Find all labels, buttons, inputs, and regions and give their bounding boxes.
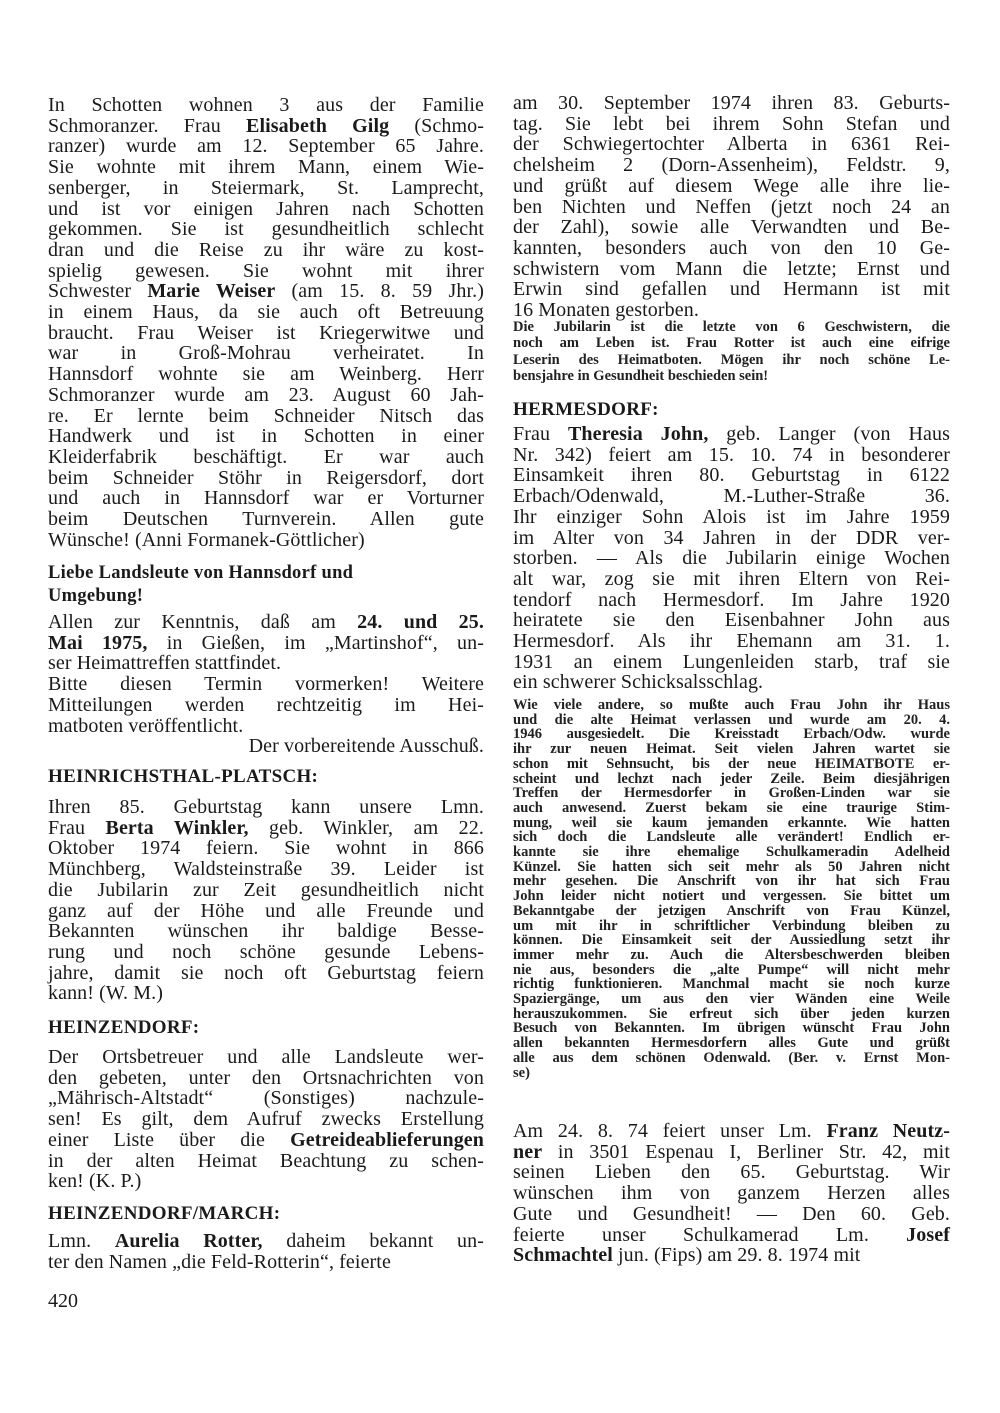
text-segment: braucht. Frau Weiser ist Kriegerwitwe und bbox=[48, 321, 484, 344]
text-segment: Allen zur Kenntnis, daß am bbox=[48, 611, 358, 633]
text-line bbox=[48, 633, 484, 654]
text-line bbox=[48, 240, 484, 261]
text-line bbox=[48, 674, 484, 695]
text-line bbox=[513, 279, 950, 300]
text-segment: dran und die Reise zu ihr wäre zu kost- bbox=[48, 238, 484, 261]
text-segment: Die Jubilarin ist die letzte von 6 Geschwistern, die bbox=[513, 319, 950, 335]
text-line bbox=[48, 983, 484, 1004]
text-line bbox=[48, 695, 484, 716]
text-line bbox=[48, 323, 484, 344]
page-number: 420 bbox=[48, 1290, 78, 1312]
text-line bbox=[48, 509, 484, 530]
bold-name: Berta Winkler, bbox=[105, 816, 249, 839]
bold-name: Aurelia Rotter, bbox=[114, 1230, 263, 1252]
text-line bbox=[513, 1036, 950, 1051]
text-segment: se) bbox=[513, 1064, 530, 1081]
text-segment: Sie wohnte mit ihrem Mann, einem Wie- bbox=[48, 156, 484, 179]
text-line bbox=[513, 889, 950, 904]
text-line bbox=[513, 1204, 950, 1225]
bold-name: Frau Künzel, bbox=[850, 902, 950, 919]
text-line bbox=[513, 352, 950, 368]
text-segment: Am 24. 8. 74 feiert unser Lm. bbox=[513, 1120, 827, 1142]
text-segment: HEINZENDORF/MARCH: bbox=[48, 1203, 281, 1224]
text-line bbox=[48, 562, 484, 585]
text-segment: Ihren 85. Geburtstag kann unsere Lmn. bbox=[48, 796, 484, 818]
text-segment: um mit ihr in schriftlicher Verbindung bleiben zu bbox=[513, 917, 950, 934]
text-line bbox=[513, 698, 950, 713]
text-line bbox=[48, 530, 484, 551]
text-line bbox=[513, 1121, 950, 1142]
text-segment: chelsheim 2 (Dorn-Assenheim), Feldstr. 9, bbox=[513, 154, 950, 177]
note-paragraph bbox=[513, 698, 950, 1080]
text-segment: Nr. 342) feiert am 15. 10. 74 in besonderer bbox=[513, 443, 950, 466]
text-segment: einer Liste über die bbox=[48, 1128, 291, 1151]
text-segment: Einsamkeit ihren 80. Geburtstag in 6122 bbox=[513, 464, 950, 487]
text-line bbox=[48, 838, 484, 859]
text-line bbox=[513, 1225, 950, 1246]
text-segment: ranzer) wurde am 12. September 65 Jahre. bbox=[48, 135, 484, 158]
text-segment: ser Heimattreffen stattfindet. bbox=[48, 652, 282, 675]
bold-name: 24. und 25. bbox=[357, 611, 484, 633]
text-line bbox=[48, 585, 484, 608]
section-heading bbox=[48, 1202, 484, 1225]
text-segment: der Schwiegertochter Alberta in 6361 Rei- bbox=[513, 133, 950, 156]
text-segment: Handwerk und ist in Schotten in einer bbox=[48, 425, 484, 448]
text-segment: und die alte Heimat verlassen und wurde am 20. 4. bbox=[513, 711, 950, 728]
text-segment: Der vorbereitende Ausschuß. bbox=[248, 735, 484, 758]
text-segment: am 30. September 1974 ihren 83. Geburts- bbox=[513, 92, 950, 114]
text-segment: Frau bbox=[513, 423, 568, 445]
text-line bbox=[48, 426, 484, 447]
text-segment: mung, weil sie kaum jemanden erkannte. Wie hatten bbox=[513, 814, 950, 831]
text-line bbox=[48, 880, 484, 901]
text-segment: Besuch von Bekannten. Im übrigen wünscht Frau John bbox=[513, 1020, 950, 1037]
text-segment: mehr gesehen. Die Anschrift von ihr hat sich Frau bbox=[513, 873, 950, 890]
text-line bbox=[513, 742, 950, 757]
text-segment: Schmoranzer wurde am 23. August 60 Jah- bbox=[48, 383, 484, 406]
text-segment: heiratete sie den Eisenbahner John aus bbox=[513, 609, 950, 632]
text-line bbox=[513, 631, 950, 652]
note-paragraph bbox=[513, 319, 950, 384]
text-line bbox=[48, 736, 484, 757]
text-segment: und grüßt auf diesem Wege alle ihre lie- bbox=[513, 174, 950, 197]
text-segment: Leserin des Heimatboten. Mögen ihr noch schöne Le- bbox=[513, 351, 950, 368]
text-line bbox=[513, 134, 950, 155]
text-segment: herauszukommen. Sie erfreut sich über jeden kurzen bbox=[513, 1005, 950, 1022]
text-segment: schon mit Sehnsucht, bis der neue HEIMATBOTE er- bbox=[513, 755, 950, 772]
text-line bbox=[513, 845, 950, 860]
text-segment: beim Deutschen Turnverein. Allen gute bbox=[48, 508, 484, 531]
text-segment: ken! (K. P.) bbox=[48, 1170, 142, 1193]
text-line bbox=[513, 335, 950, 351]
text-line bbox=[513, 507, 950, 528]
text-line bbox=[48, 901, 484, 922]
paragraph bbox=[48, 797, 484, 1004]
bold-name: Franz Neutz- bbox=[826, 1120, 951, 1142]
text-line bbox=[513, 1051, 950, 1066]
text-segment: HERMESDORF: bbox=[513, 399, 659, 420]
text-line bbox=[513, 238, 950, 259]
paragraph bbox=[48, 1047, 484, 1192]
text-segment: ben Nichten und Neffen (jetzt noch 24 an bbox=[513, 195, 950, 218]
text-segment: matboten veröffentlicht. bbox=[48, 714, 244, 737]
text-line bbox=[513, 977, 950, 992]
text-segment: sen! Es gilt, dem Aufruf zwecks Erstellung bbox=[48, 1108, 484, 1131]
text-line bbox=[48, 302, 484, 323]
text-line bbox=[513, 1142, 950, 1163]
text-segment: den gebeten, unter den Ortsnachrichten von bbox=[48, 1066, 484, 1089]
text-line bbox=[513, 114, 950, 135]
text-line bbox=[48, 178, 484, 199]
text-line bbox=[513, 548, 950, 569]
text-segment: alt war, zog sie mit ihren Eltern von Rei- bbox=[513, 567, 950, 590]
text-segment: Bitte diesen Termin vormerken! Weitere bbox=[48, 673, 484, 696]
text-line bbox=[48, 385, 484, 406]
text-segment: Lmn. bbox=[48, 1230, 115, 1252]
text-line bbox=[513, 424, 950, 445]
text-line bbox=[48, 1130, 484, 1151]
text-segment: Mitteilungen werden rechtzeitig im Hei- bbox=[48, 693, 484, 716]
text-segment: der Zahl), sowie alle Verwandten und Be- bbox=[513, 216, 950, 239]
text-segment: seinen Lieben den 65. Geburtstag. Wir bbox=[513, 1161, 950, 1184]
text-segment: ter den Namen „die Feld-Rotterin“, feierte bbox=[48, 1250, 391, 1273]
paragraph bbox=[513, 1121, 950, 1266]
text-line bbox=[48, 447, 484, 468]
bold-name: Josef bbox=[906, 1223, 950, 1246]
text-line bbox=[48, 1252, 484, 1273]
text-segment: Frau bbox=[48, 816, 106, 839]
text-line bbox=[513, 398, 950, 421]
bold-name: ner bbox=[513, 1140, 543, 1163]
text-line bbox=[48, 1151, 484, 1172]
bold-name: Getreideablieferungen bbox=[290, 1128, 484, 1151]
text-line bbox=[513, 672, 950, 693]
text-segment: Wünsche! (Anni Formanek-Göttlicher) bbox=[48, 528, 365, 551]
text-segment: Liebe Landsleute von Hannsdorf und bbox=[48, 563, 354, 583]
text-segment: immer mehr zu. Auch die Altersbeschwerden bleiben bbox=[513, 946, 950, 963]
text-segment: ein schwerer Schicksalsschlag. bbox=[513, 671, 764, 694]
text-line bbox=[513, 816, 950, 831]
text-segment: in einem Haus, da sie auch oft Betreuung bbox=[48, 301, 484, 324]
text-segment: ganz auf der Höhe und alle Freunde und bbox=[48, 899, 484, 922]
text-segment: war in Groß-Mohrau verheiratet. In bbox=[48, 342, 484, 365]
text-segment: Hermesdorf. Als ihr Ehemann am 31. 1. bbox=[513, 630, 950, 653]
text-segment: Oktober 1974 feiern. Sie wohnt in 866 bbox=[48, 837, 484, 860]
text-segment: re. Er lernte beim Schneider Nitsch das bbox=[48, 404, 484, 427]
text-segment: Wie viele andere, so mußte auch Frau John ihr Haus bbox=[513, 697, 950, 713]
text-line bbox=[48, 653, 484, 674]
text-line bbox=[513, 652, 950, 673]
text-line bbox=[513, 259, 950, 280]
text-line bbox=[513, 904, 950, 919]
text-line bbox=[48, 219, 484, 240]
text-line bbox=[48, 468, 484, 489]
text-line bbox=[48, 1202, 484, 1225]
text-segment: 16 Monaten gestorben. bbox=[513, 299, 699, 322]
text-segment: Treffen der Hermesdorfer in Großen-Linden war sie bbox=[513, 785, 950, 802]
text-line bbox=[48, 1231, 484, 1252]
bold-name: Elisabeth Gilg bbox=[246, 114, 390, 137]
paragraph bbox=[48, 1231, 484, 1272]
text-line bbox=[513, 948, 950, 963]
text-segment: beim Schneider Stöhr in Reigersdorf, dort bbox=[48, 466, 484, 489]
text-segment: Ihr einziger Sohn Alois ist im Jahre 1959 bbox=[513, 505, 950, 528]
text-line bbox=[48, 116, 484, 137]
text-line bbox=[48, 818, 484, 839]
section-heading bbox=[48, 765, 484, 788]
text-segment: gekommen. Sie ist gesundheitlich schlecht bbox=[48, 218, 484, 241]
text-segment: storben. — Als die Jubilarin einige Wochen bbox=[513, 547, 950, 570]
text-segment: kannten, besonders auch von den 10 Ge- bbox=[513, 236, 950, 259]
text-segment: Hannsdorf wohnte sie am Weinberg. Herr bbox=[48, 363, 484, 386]
text-line bbox=[513, 1066, 950, 1081]
text-segment: scheint und lechzt nach jeder Zeile. Beim diesjährigen bbox=[513, 770, 950, 787]
text-segment: kannte sie ihre ehemalige Schulkameradin Adelheid bbox=[513, 844, 950, 861]
text-line bbox=[513, 757, 950, 772]
bold-name: Theresia John, bbox=[567, 423, 709, 445]
text-segment: jahre, damit sie noch oft Geburtstag feiern bbox=[48, 961, 484, 984]
bold-name: Mai 1975, bbox=[48, 631, 148, 654]
text-segment: noch am Leben ist. Frau Rotter ist auch eine eifrige bbox=[513, 335, 950, 352]
text-segment: in 3501 Espenau I, Berliner Str. 42, mit bbox=[542, 1140, 950, 1163]
text-line bbox=[513, 874, 950, 889]
text-segment: Umgebung! bbox=[48, 586, 144, 606]
text-line bbox=[48, 136, 484, 157]
text-segment: Bekannten wünschen ihr baldige Besse- bbox=[48, 920, 484, 943]
text-line bbox=[513, 1021, 950, 1036]
text-line bbox=[513, 830, 950, 845]
text-line bbox=[513, 919, 950, 934]
text-line bbox=[48, 488, 484, 509]
text-line bbox=[48, 1068, 484, 1089]
paragraph bbox=[48, 95, 484, 550]
text-segment: Kleiderfabrik beschäftigt. Er war auch bbox=[48, 445, 484, 468]
text-line bbox=[513, 772, 950, 787]
text-segment: bensjahre in Gesundheit beschieden sein! bbox=[513, 367, 769, 384]
text-segment: senberger, in Steiermark, St. Lamprecht, bbox=[48, 176, 484, 199]
text-segment: alle aus dem schönen Odenwald. (Ber. v. Ernst Mon- bbox=[513, 1049, 950, 1066]
text-line bbox=[48, 859, 484, 880]
text-segment: rung und noch schöne gesunde Lebens- bbox=[48, 940, 484, 963]
text-line bbox=[48, 281, 484, 302]
text-segment: 1931 an einem Lungenleiden starb, traf sie bbox=[513, 650, 950, 673]
text-segment: HEINZENDORF: bbox=[48, 1017, 200, 1038]
text-line bbox=[513, 801, 950, 816]
text-line bbox=[513, 155, 950, 176]
text-segment: Erwin sind gefallen und Hermann ist mit bbox=[513, 278, 950, 301]
text-segment: tag. Sie lebt bei ihrem Sohn Stefan und bbox=[513, 112, 950, 135]
text-line bbox=[48, 612, 484, 633]
text-line bbox=[513, 368, 950, 384]
text-segment: Schmoranzer. Frau bbox=[48, 114, 247, 137]
text-line bbox=[48, 1016, 484, 1039]
text-line bbox=[513, 713, 950, 728]
section-heading bbox=[48, 1016, 484, 1039]
text-line bbox=[48, 261, 484, 282]
text-segment: kann! (W. M.) bbox=[48, 982, 163, 1005]
text-line bbox=[48, 942, 484, 963]
text-segment: Künzel. Sie hatten sich seit mehr als 50 Jahren nicht bbox=[513, 858, 950, 875]
bold-name: Schmachtel bbox=[513, 1244, 613, 1267]
text-line bbox=[513, 319, 950, 335]
text-segment: und auch in Hannsdorf war er Vorturner bbox=[48, 487, 484, 510]
text-line bbox=[513, 786, 950, 801]
text-line bbox=[48, 1171, 484, 1192]
text-segment: in Gießen, im „Martinshof“, un- bbox=[147, 631, 484, 654]
text-line bbox=[48, 1109, 484, 1130]
text-segment: spielig gewesen. Sie wohnt mit ihrer bbox=[48, 259, 484, 282]
text-line bbox=[48, 1047, 484, 1068]
text-line bbox=[513, 1162, 950, 1183]
text-line bbox=[48, 716, 484, 737]
paragraph bbox=[513, 424, 950, 693]
text-line bbox=[48, 343, 484, 364]
text-line bbox=[513, 300, 950, 321]
text-segment: sich doch die Landsleute alle verändert! Endlich er- bbox=[513, 829, 950, 846]
text-segment: John leider nicht notiert und vergessen. Sie bittet um bbox=[513, 888, 950, 905]
text-segment: HEINRICHSTHAL-PLATSCH: bbox=[48, 766, 319, 787]
text-line bbox=[48, 157, 484, 178]
text-segment: In Schotten wohnen 3 aus der Familie bbox=[48, 94, 484, 116]
text-segment: allen bekannten Hermesdorfern alles Gute und grüßt bbox=[513, 1035, 950, 1052]
text-segment: schwistern vom Mann die letzte; Ernst und bbox=[513, 257, 950, 280]
text-line bbox=[513, 176, 950, 197]
text-segment: die Jubilarin zur Zeit gesundheitlich nicht bbox=[48, 878, 484, 901]
text-line bbox=[513, 197, 950, 218]
text-segment: feierte unser Schulkamerad Lm. bbox=[513, 1223, 907, 1246]
paragraph bbox=[513, 93, 950, 321]
text-segment: daheim bekannt un- bbox=[262, 1230, 484, 1252]
text-segment: richtig funktionieren. Manchmal macht sie noch kurze bbox=[513, 976, 950, 993]
text-segment: Münchberg, Waldsteinstraße 39. Leider ist bbox=[48, 858, 484, 881]
text-segment: (am 15. 8. 59 Jhr.) bbox=[275, 280, 484, 303]
text-segment: können. Die Einsamkeit seit der Aussiedlung setzt ihr bbox=[513, 932, 950, 949]
text-line bbox=[513, 860, 950, 875]
text-line bbox=[513, 217, 950, 238]
text-line bbox=[513, 727, 950, 742]
text-segment: (Schmo- bbox=[389, 114, 484, 137]
text-line bbox=[513, 486, 950, 507]
text-line bbox=[513, 933, 950, 948]
text-segment: im Alter von 34 Jahren in der DDR ver- bbox=[513, 526, 950, 549]
paragraph bbox=[48, 612, 484, 757]
text-segment: ihr zur neuen Heimat. Seit vielen Jahren wartet sie bbox=[513, 741, 950, 758]
text-segment: Spaziergänge, um aus den vier Wänden eine Weile bbox=[513, 991, 950, 1008]
text-line bbox=[513, 1007, 950, 1022]
text-line bbox=[513, 445, 950, 466]
text-line bbox=[513, 1183, 950, 1204]
text-line bbox=[48, 1088, 484, 1109]
text-segment: jun. (Fips) am 29. 8. 1974 mit bbox=[612, 1244, 861, 1267]
text-segment: Erbach/Odenwald, M.-Luther-Straße 36. bbox=[513, 485, 950, 508]
text-segment: geb. Winkler, am 22. bbox=[248, 816, 484, 839]
text-line bbox=[513, 963, 950, 978]
text-segment: geb. Langer (von Haus bbox=[708, 423, 950, 445]
text-line bbox=[513, 590, 950, 611]
section-heading bbox=[48, 562, 484, 608]
text-line bbox=[48, 364, 484, 385]
text-segment: auch anwesend. Zuerst bekam sie eine traurige Stim- bbox=[513, 799, 950, 816]
section-heading bbox=[513, 398, 950, 421]
text-line bbox=[513, 93, 950, 114]
text-segment: Gute und Gesundheit! — Den 60. Geb. bbox=[513, 1202, 950, 1225]
text-line bbox=[48, 95, 484, 116]
text-segment: Bekanntgabe der jetzigen Anschrift von bbox=[513, 902, 851, 919]
text-line bbox=[48, 199, 484, 220]
text-line bbox=[48, 797, 484, 818]
text-line bbox=[48, 765, 484, 788]
text-segment: wünschen ihm von ganzem Herzen alles bbox=[513, 1182, 950, 1205]
text-segment: und ist vor einigen Jahren nach Schotten bbox=[48, 197, 484, 220]
text-segment: Der Ortsbetreuer und alle Landsleute wer- bbox=[48, 1046, 484, 1068]
text-segment: nie aus, besonders die „alte Pumpe“ will nicht mehr bbox=[513, 961, 950, 978]
text-segment: 1946 ausgesiedelt. Die Kreisstadt Erbach/Odw. wurde bbox=[513, 726, 950, 743]
text-line bbox=[513, 465, 950, 486]
text-line bbox=[513, 992, 950, 1007]
text-line bbox=[513, 1245, 950, 1266]
text-line bbox=[48, 963, 484, 984]
text-line bbox=[513, 569, 950, 590]
text-line bbox=[48, 406, 484, 427]
text-line bbox=[513, 528, 950, 549]
text-segment: „Mährisch-Altstadt“ (Sonstiges) nachzule- bbox=[48, 1087, 484, 1110]
text-segment: Schwester bbox=[48, 280, 148, 303]
text-line bbox=[48, 921, 484, 942]
bold-name: Marie Weiser bbox=[147, 280, 276, 303]
text-segment: in der alten Heimat Beachtung zu schen- bbox=[48, 1149, 484, 1172]
text-line bbox=[513, 610, 950, 631]
text-segment: tendorf nach Hermesdorf. Im Jahre 1920 bbox=[513, 588, 950, 611]
